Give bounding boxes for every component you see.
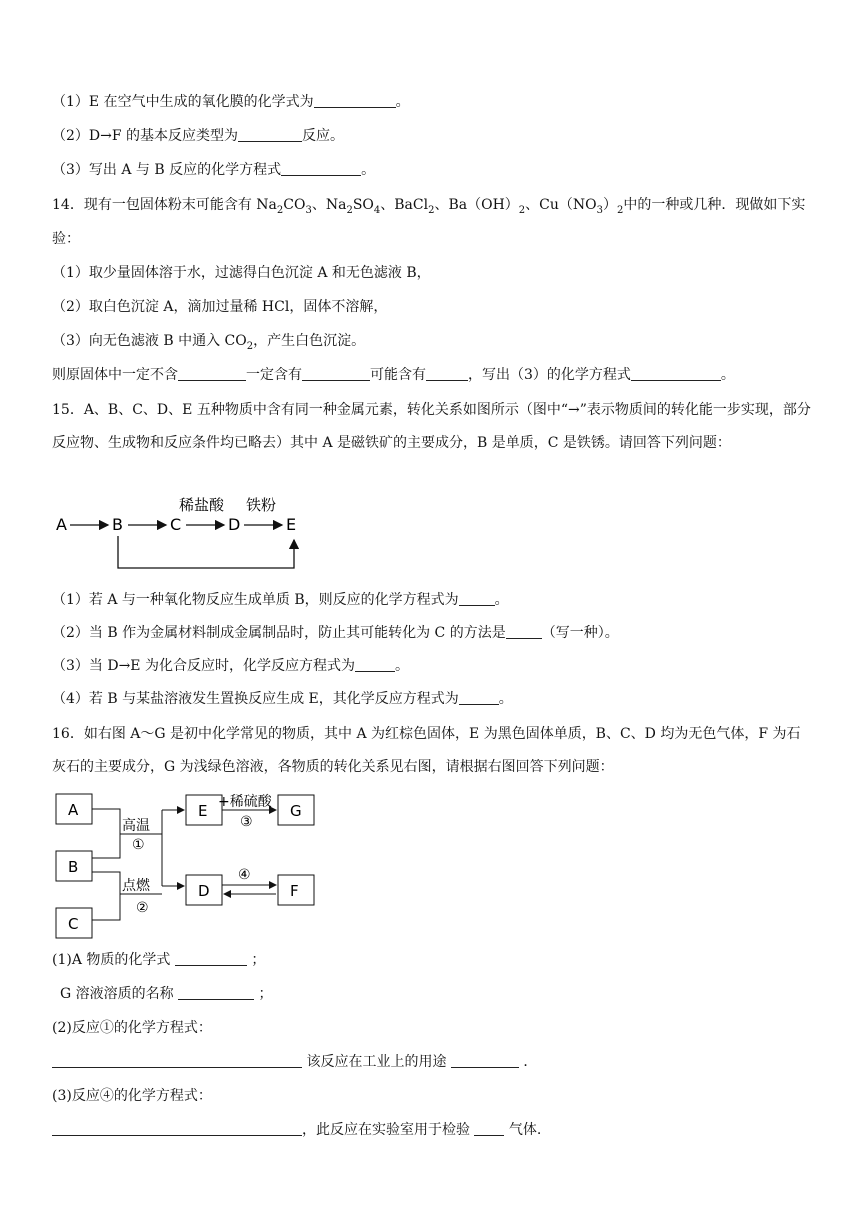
q13-part3-text: （3）写出 A 与 B 反应的化学方程式: [52, 162, 282, 178]
bracket-a-b: [92, 809, 120, 858]
node-c: C: [170, 515, 182, 534]
answer-blank[interactable]: [506, 623, 542, 639]
answer-blank[interactable]: [238, 126, 302, 142]
q16-part1-text: (1)A 物质的化学式: [52, 952, 171, 968]
answer-blank[interactable]: [52, 1120, 302, 1136]
node-b: B: [68, 858, 79, 876]
q13-part1: [52, 92, 410, 112]
q15-part1-end: 。: [494, 592, 509, 608]
q16-part3-text: ，此反应在实验室用于检验: [302, 1122, 470, 1138]
q13-part1-text: （1）E 在空气中生成的氧化膜的化学式为: [52, 94, 314, 110]
answer-blank[interactable]: [426, 365, 468, 381]
q16-part3-title: (3)反应④的化学方程式：: [52, 1088, 212, 1104]
answer-blank[interactable]: [178, 984, 254, 1000]
q16-part2-title: (2)反应①的化学方程式：: [52, 1020, 212, 1036]
q14-text: CO: [283, 197, 306, 213]
answer-blank[interactable]: [302, 365, 370, 381]
q13-part2-end: 反应。: [302, 128, 345, 144]
q16-part1: [52, 950, 265, 970]
q14-step3-end: ，产生白色沉淀。: [253, 333, 366, 349]
q15-part3-text: （3）当 D→E 为化合反应时，化学反应方程式为: [52, 658, 355, 674]
q16-intro: 16．如右图 A～G 是初中化学常见的物质，其中 A 为红棕色固体，E 为黑色固体单质，B、C、D 均为无色气体，F 为石灰石的主要成分，G 为浅绿色溶液，各物质的转化关系见右图，请根据右图回答下列问题：: [52, 726, 801, 775]
q13-part2-text: （2）D→F 的基本反应类型为: [52, 128, 239, 144]
q15-part2: [52, 623, 619, 643]
q14-text: 、Ba（OH）: [434, 197, 519, 213]
q14-intro: [52, 195, 805, 221]
q15-part2-end: （写一种）。: [541, 625, 619, 641]
q15-part2-text: （2）当 B 作为金属材料制成金属制品时，防止其可能转化为 C 的方法是: [52, 625, 506, 641]
q14-text: 中的一种或几种．现做如下实: [623, 197, 806, 213]
answer-blank[interactable]: [175, 950, 247, 966]
q13-part2: [52, 126, 344, 146]
q14-text: 、BaCl: [380, 197, 429, 213]
answer-blank[interactable]: [459, 689, 499, 705]
node-e: E: [286, 515, 297, 534]
q14-question-text: 则原固体中一定不含: [52, 367, 178, 383]
q16-part1b-end: ；: [258, 986, 273, 1002]
q14-text: 14．现有一包固体粉末可能含有 Na: [52, 197, 277, 213]
q15-part3: [52, 656, 409, 676]
answer-blank[interactable]: [178, 365, 246, 381]
subscript: 2: [428, 204, 435, 216]
label-reaction4: ④: [238, 867, 251, 883]
node-c: C: [68, 915, 79, 933]
node-d: D: [228, 515, 241, 534]
q14-step1: （1）取少量固体溶于水，过滤得白色沉淀 A 和无色滤液 B，: [52, 265, 431, 281]
answer-blank[interactable]: [631, 365, 721, 381]
answer-blank[interactable]: [355, 656, 395, 672]
q16-diagram: [52, 790, 322, 940]
q14-step3-text: （3）向无色滤液 B 中通入 CO: [52, 333, 247, 349]
arrow-b-e: [118, 536, 294, 568]
subscript: 3: [305, 204, 312, 216]
node-d: D: [198, 882, 210, 900]
q13-part1-end: 。: [395, 94, 410, 110]
label-dilute-hcl: 稀盐酸: [179, 496, 225, 514]
q14-question-end: 。: [720, 367, 735, 383]
q14-step2: （2）取白色沉淀 A，滴加过量稀 HCl，固体不溶解，: [52, 299, 388, 315]
q14-text: SO: [352, 197, 374, 213]
q16-part1-end: ；: [251, 952, 266, 968]
q16-part1b: [60, 984, 273, 1004]
q15-intro: 15．A、B、C、D、E 五种物质中含有同一种金属元素，转化关系如图所示（图中“→”表示物质间的转化能一步实现，部分反应物、生成物和反应条件均已略去）其中 A 是磁铁矿的主要成分，B 是单质，C 是铁锈。请回答下列问题：: [52, 402, 811, 451]
q13-part3-end: 。: [361, 162, 376, 178]
subscript: 2: [246, 340, 254, 352]
label-high-temp: 高温: [122, 818, 150, 834]
bracket-b-c: [92, 872, 120, 920]
q14-question-text: ，写出（3）的化学方程式: [468, 367, 631, 383]
label-iron-powder: 铁粉: [246, 496, 277, 514]
label-reaction3: ③: [240, 814, 253, 830]
q15-diagram: [48, 488, 318, 573]
q16-part3: [52, 1120, 541, 1140]
label-ignite: 点燃: [122, 878, 150, 894]
node-g: G: [290, 802, 302, 820]
answer-blank[interactable]: [459, 590, 495, 606]
answer-blank[interactable]: [451, 1052, 519, 1068]
q15-part4-text: （4）若 B 与某盐溶液发生置换反应生成 E，其化学反应方程式为: [52, 691, 459, 707]
q14-text: 、Cu（NO: [525, 197, 597, 213]
answer-blank[interactable]: [474, 1120, 504, 1136]
answer-blank[interactable]: [281, 160, 361, 176]
q16-part2-text: 该反应在工业上的用途: [306, 1054, 447, 1070]
q13-part3: [52, 160, 375, 180]
answer-blank[interactable]: [314, 92, 396, 108]
q15-part4: [52, 689, 513, 709]
node-e: E: [198, 802, 208, 820]
subscript: 4: [373, 204, 381, 216]
label-reaction1: ①: [132, 837, 145, 853]
q14-step3: [52, 331, 365, 357]
q16-part1b-text: G 溶液溶质的名称: [60, 986, 174, 1002]
q14-question: [52, 365, 735, 385]
subscript: 2: [276, 204, 284, 216]
subscript: 2: [518, 204, 526, 216]
q16-part2: [52, 1052, 537, 1072]
q15-part4-end: 。: [498, 691, 513, 707]
q15-part1-text: （1）若 A 与一种氧化物反应生成单质 B，则反应的化学方程式为: [52, 592, 459, 608]
q16-part2-end: ．: [523, 1054, 538, 1070]
label-dilute-h2so4: +稀硫酸: [218, 794, 272, 810]
q14-question-text: 可能含有: [370, 367, 426, 383]
node-b: B: [112, 515, 123, 534]
subscript: 2: [346, 204, 353, 216]
q15-part3-end: 。: [394, 658, 409, 674]
answer-blank[interactable]: [52, 1052, 302, 1068]
q14-question-text: 一定含有: [246, 367, 302, 383]
subscript: 2: [617, 204, 624, 216]
q14-text: 、Na: [311, 197, 347, 213]
q14-intro-line2: 验：: [52, 231, 80, 247]
node-a: A: [68, 801, 79, 819]
node-a: A: [56, 515, 67, 534]
q14-text: ）: [603, 197, 618, 213]
node-f: F: [290, 882, 299, 900]
q16-part3-end: 气体.: [508, 1122, 542, 1138]
q15-part1: [52, 590, 509, 610]
subscript: 3: [596, 204, 604, 216]
label-reaction2: ②: [136, 900, 149, 916]
